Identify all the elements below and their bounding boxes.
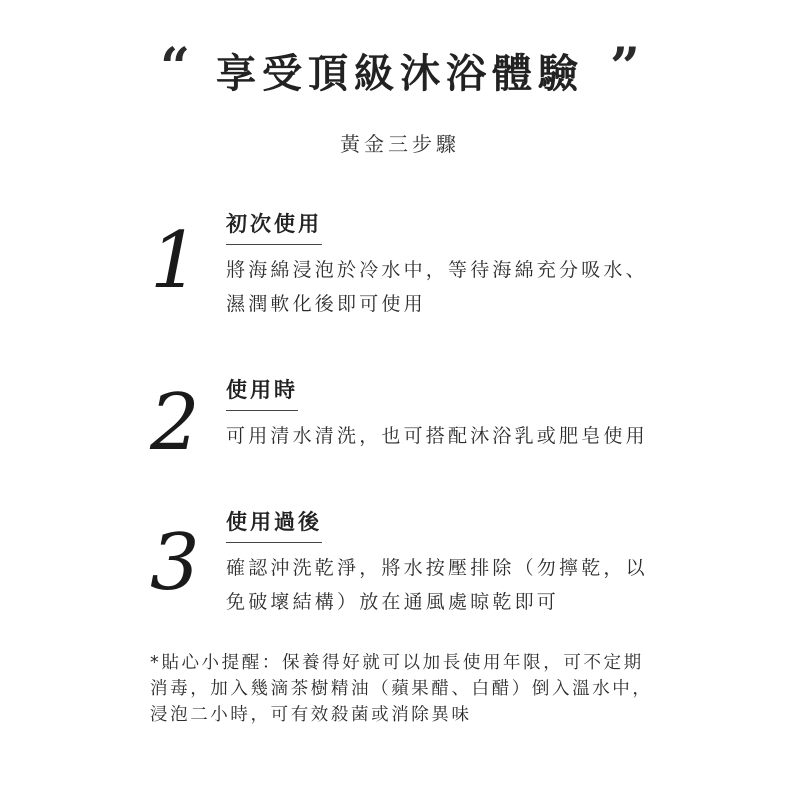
step-body	[226, 208, 696, 321]
step-text-line: 濕潤軟化後即可使用	[226, 293, 426, 315]
page-subtitle: 黃金三步驟	[340, 132, 460, 156]
step-text-line: 將海綿浸泡於冷水中，等待海綿充分吸水、	[226, 259, 648, 281]
step-title: 使用時	[226, 374, 298, 411]
step-body	[226, 506, 696, 619]
open-quote-icon: “	[160, 37, 190, 98]
step-number: 1	[150, 216, 200, 306]
note-line: 消毒，加入幾滴茶樹精油（蘋果醋、白醋）倒入溫水中，	[150, 679, 653, 699]
close-quote-icon: ”	[610, 37, 640, 98]
step-text-line: 確認沖洗乾淨，將水按壓排除（勿擰乾，以	[226, 557, 648, 579]
step-text	[226, 551, 696, 619]
header	[0, 38, 800, 157]
page-title: 享受頂級沐浴體驗	[216, 50, 584, 97]
step-text-line: 免破壞結構）放在通風處晾乾即可	[226, 591, 560, 613]
step-text	[226, 253, 696, 321]
step-number: 3	[150, 518, 200, 608]
note-line: *貼心小提醒：保養得好就可以加長使用年限，可不定期	[150, 653, 644, 673]
step-title: 初次使用	[226, 208, 322, 245]
step-number: 2	[150, 378, 200, 468]
note-line: 浸泡二小時，可有效殺菌或消除異味	[150, 705, 472, 725]
title-row	[0, 38, 800, 110]
care-tip-note	[150, 650, 670, 728]
step-title: 使用過後	[226, 506, 322, 543]
step-body	[226, 374, 696, 453]
step-text-line: 可用清水清洗，也可搭配沐浴乳或肥皂使用	[226, 425, 648, 447]
step-text	[226, 419, 696, 453]
